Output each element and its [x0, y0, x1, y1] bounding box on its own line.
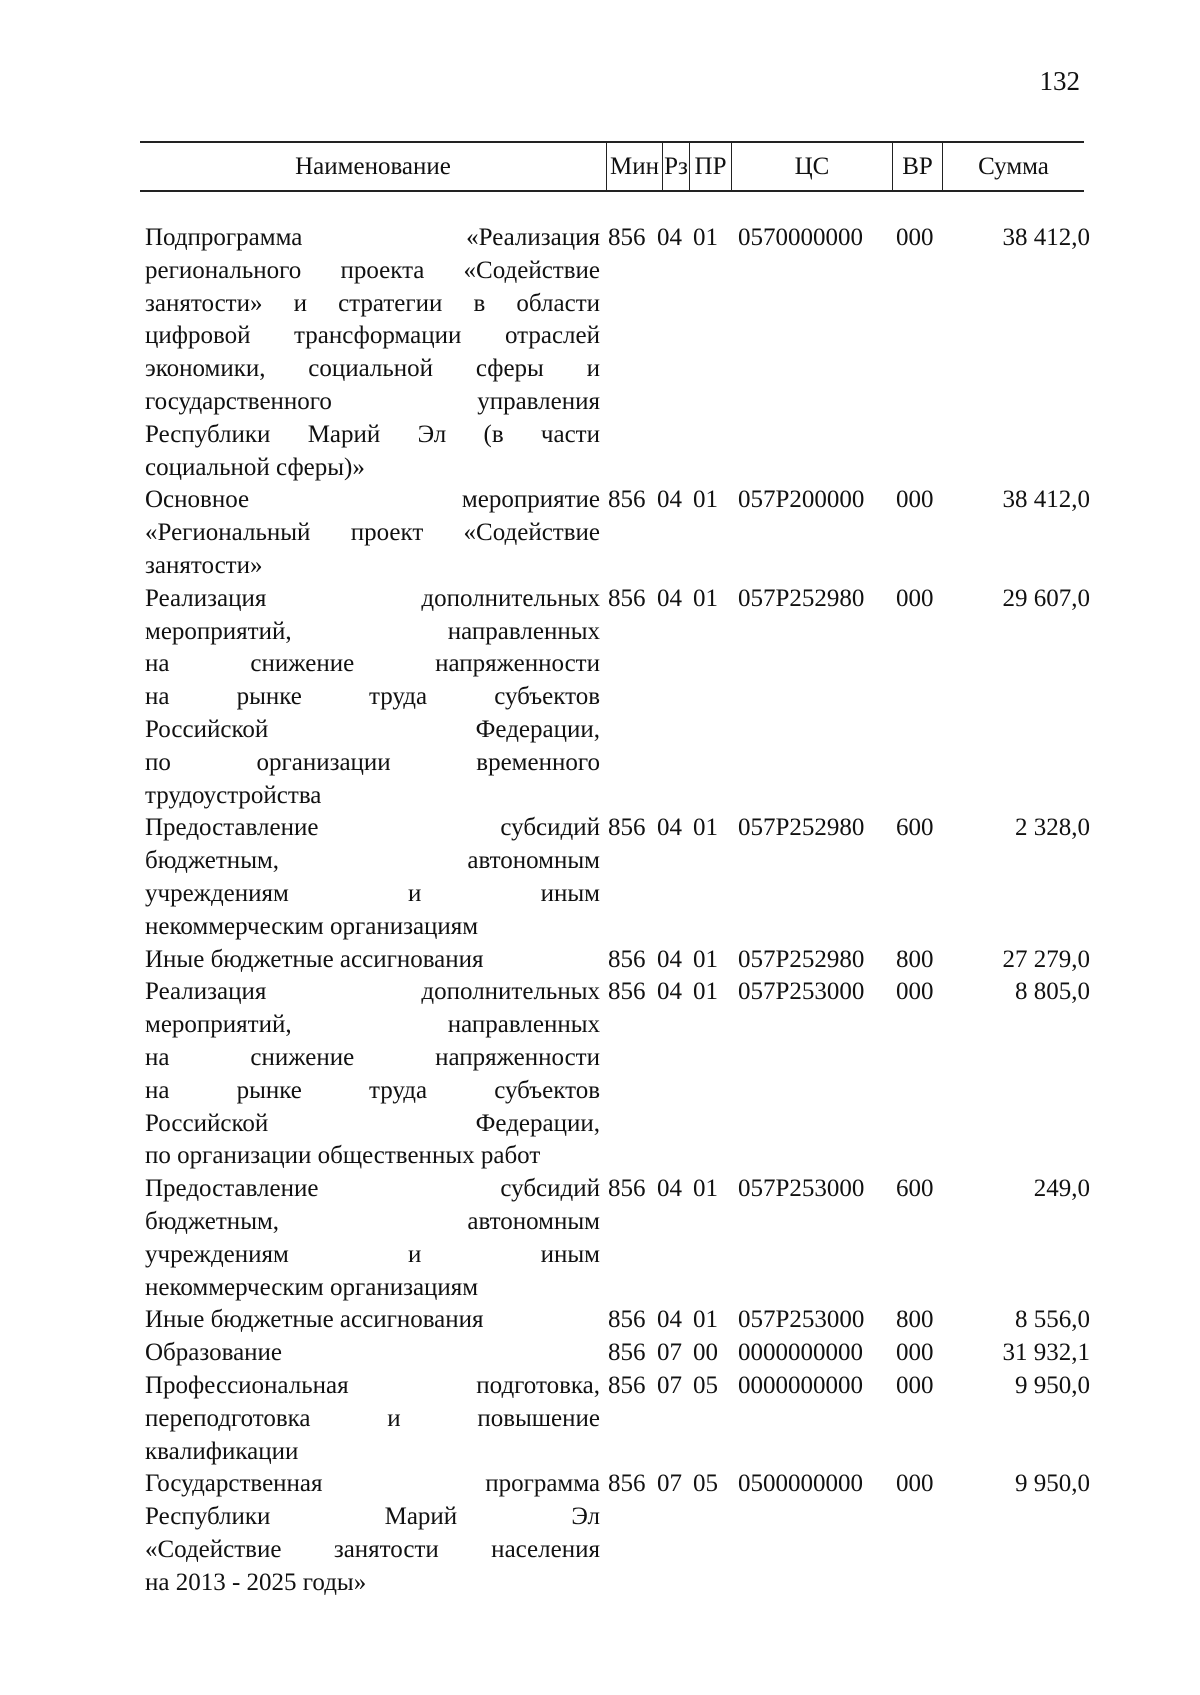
row-name-line: «Региональный проект «Содействие — [145, 519, 600, 547]
row-sum: 29 607,0 — [1002, 584, 1090, 612]
row-vr: 000 — [896, 486, 934, 514]
row-name-line: Подпрограмма «Реализация — [145, 224, 600, 251]
row-cs: 057P253000 — [738, 978, 865, 1006]
row-sum: 38 412,0 — [1002, 486, 1090, 514]
row-cs: 057P252980 — [738, 945, 865, 973]
row-name-line: бюджетным, автономным — [145, 1207, 600, 1235]
row-cs: 057P253000 — [738, 1175, 865, 1203]
row-name-line: социальной сферы)» — [145, 453, 365, 481]
row-name-line: на рынке труда субъектов — [145, 1076, 600, 1104]
row-vr: 800 — [896, 945, 934, 973]
row-name-line: мероприятий, направленных — [145, 1011, 600, 1039]
row-name-line: Основное мероприятие — [145, 486, 600, 514]
row-name-line: мероприятий, направленных — [145, 617, 600, 645]
row-name-line: бюджетным, автономным — [145, 847, 600, 875]
row-cs: 057P253000 — [738, 1306, 865, 1334]
row-rz: 04 — [657, 945, 682, 973]
row-name-line: Иные бюджетные ассигнования — [145, 1306, 484, 1334]
row-rz: 04 — [657, 978, 682, 1006]
row-pr: 05 — [693, 1372, 718, 1399]
row-pr: 01 — [693, 584, 718, 612]
row-vr: 000 — [896, 224, 934, 251]
row-pr: 01 — [693, 945, 718, 973]
row-sum: 9 950,0 — [1015, 1372, 1090, 1399]
row-name-line: Иные бюджетные ассигнования — [145, 945, 484, 973]
row-rz: 07 — [657, 1372, 682, 1399]
row-cs: 0500000000 — [738, 1470, 863, 1498]
row-cs: 0000000000 — [738, 1372, 863, 1399]
row-name-line: Российской Федерации, — [145, 1109, 600, 1137]
row-name-line: Республики Марий Эл — [145, 1503, 600, 1531]
row-rz: 07 — [657, 1339, 682, 1367]
row-name-line: переподготовка и повышение — [145, 1404, 600, 1432]
row-pr: 01 — [693, 1175, 718, 1203]
row-vr: 000 — [896, 584, 934, 612]
row-rz: 04 — [657, 1306, 682, 1334]
row-name-line: Республики Марий Эл (в части — [145, 420, 600, 448]
row-name-line: некоммерческим организациям — [145, 1273, 479, 1301]
row-pr: 00 — [693, 1339, 718, 1367]
row-min: 856 — [608, 1175, 646, 1203]
row-name-line: Профессиональная подготовка, — [145, 1372, 600, 1399]
row-name-line: Предоставление субсидий — [145, 814, 600, 842]
header-min: Мин — [606, 143, 662, 190]
row-name-line: «Содействие занятости населения — [145, 1535, 600, 1563]
header-sum: Сумма — [978, 152, 1049, 180]
row-name-line: регионального проекта «Содействие — [145, 256, 600, 284]
row-name-line: трудоустройства — [145, 781, 322, 809]
row-pr: 05 — [693, 1470, 718, 1498]
row-name-line: на рынке труда субъектов — [145, 683, 600, 711]
row-min: 856 — [608, 1306, 646, 1334]
row-cs: 057P200000 — [738, 486, 865, 514]
row-min: 856 — [608, 1470, 646, 1498]
row-vr: 600 — [896, 814, 934, 842]
row-min: 856 — [608, 584, 646, 612]
header-name: Наименование — [295, 152, 451, 180]
row-cs: 057P252980 — [738, 584, 865, 612]
row-name-line: цифровой трансформации отраслей — [145, 322, 600, 350]
row-sum: 27 279,0 — [1002, 945, 1090, 973]
row-name-line: учреждениям и иным — [145, 1240, 600, 1268]
row-vr: 000 — [896, 1339, 934, 1367]
row-name-line: Реализация дополнительных — [145, 978, 600, 1006]
row-pr: 01 — [693, 978, 718, 1006]
row-name-line: Предоставление субсидий — [145, 1175, 600, 1203]
row-min: 856 — [608, 978, 646, 1006]
row-name-line: Реализация дополнительных — [145, 584, 600, 612]
row-name-line: некоммерческим организациям — [145, 912, 479, 940]
row-min: 856 — [608, 486, 646, 514]
row-name-line: на 2013 - 2025 годы» — [145, 1568, 367, 1596]
row-name-line: Российской Федерации, — [145, 715, 600, 743]
row-sum: 8 556,0 — [1015, 1306, 1090, 1334]
page-number: 132 — [1039, 66, 1080, 96]
row-rz: 04 — [657, 486, 682, 514]
row-min: 856 — [608, 224, 646, 251]
row-min: 856 — [608, 814, 646, 842]
row-name-line: на снижение напряженности — [145, 1043, 600, 1071]
row-name-line: Государственная программа — [145, 1470, 600, 1498]
row-min: 856 — [608, 945, 646, 973]
row-name-line: экономики, социальной сферы и — [145, 355, 600, 383]
row-name-line: занятости» — [145, 551, 263, 579]
row-cs: 057P252980 — [738, 814, 865, 842]
row-sum: 8 805,0 — [1015, 978, 1090, 1006]
row-pr: 01 — [693, 814, 718, 842]
row-min: 856 — [608, 1372, 646, 1399]
header-rz: Рз — [662, 143, 689, 190]
header-cs: ЦС — [794, 152, 830, 180]
row-name-line: на снижение напряженности — [145, 650, 600, 678]
row-sum: 38 412,0 — [1002, 224, 1090, 251]
row-name-line: по организации общественных работ — [145, 1142, 541, 1170]
row-sum: 31 932,1 — [1002, 1339, 1090, 1367]
header-pr: ПР — [689, 143, 732, 190]
row-cs: 0000000000 — [738, 1339, 863, 1367]
row-vr: 000 — [896, 978, 934, 1006]
row-sum: 249,0 — [1033, 1175, 1090, 1203]
row-min: 856 — [608, 1339, 646, 1367]
row-sum: 2 328,0 — [1015, 814, 1090, 842]
row-vr: 600 — [896, 1175, 934, 1203]
row-rz: 04 — [657, 814, 682, 842]
row-rz: 04 — [657, 1175, 682, 1203]
row-cs: 0570000000 — [738, 224, 863, 251]
row-name-line: учреждениям и иным — [145, 879, 600, 907]
row-pr: 01 — [693, 224, 718, 251]
row-name-line: квалификации — [145, 1437, 299, 1465]
row-name-line: по организации временного — [145, 748, 600, 776]
row-rz: 04 — [657, 224, 682, 251]
row-name-line: государственного управления — [145, 388, 600, 415]
row-vr: 000 — [896, 1470, 934, 1498]
header-vr: ВР — [892, 143, 943, 190]
row-vr: 000 — [896, 1372, 934, 1399]
row-sum: 9 950,0 — [1015, 1470, 1090, 1498]
row-vr: 800 — [896, 1306, 934, 1334]
row-rz: 07 — [657, 1470, 682, 1498]
row-name-line: занятости» и стратегии в области — [145, 289, 600, 317]
row-pr: 01 — [693, 1306, 718, 1334]
row-name-line: Образование — [145, 1339, 283, 1367]
row-rz: 04 — [657, 584, 682, 612]
row-pr: 01 — [693, 486, 718, 514]
